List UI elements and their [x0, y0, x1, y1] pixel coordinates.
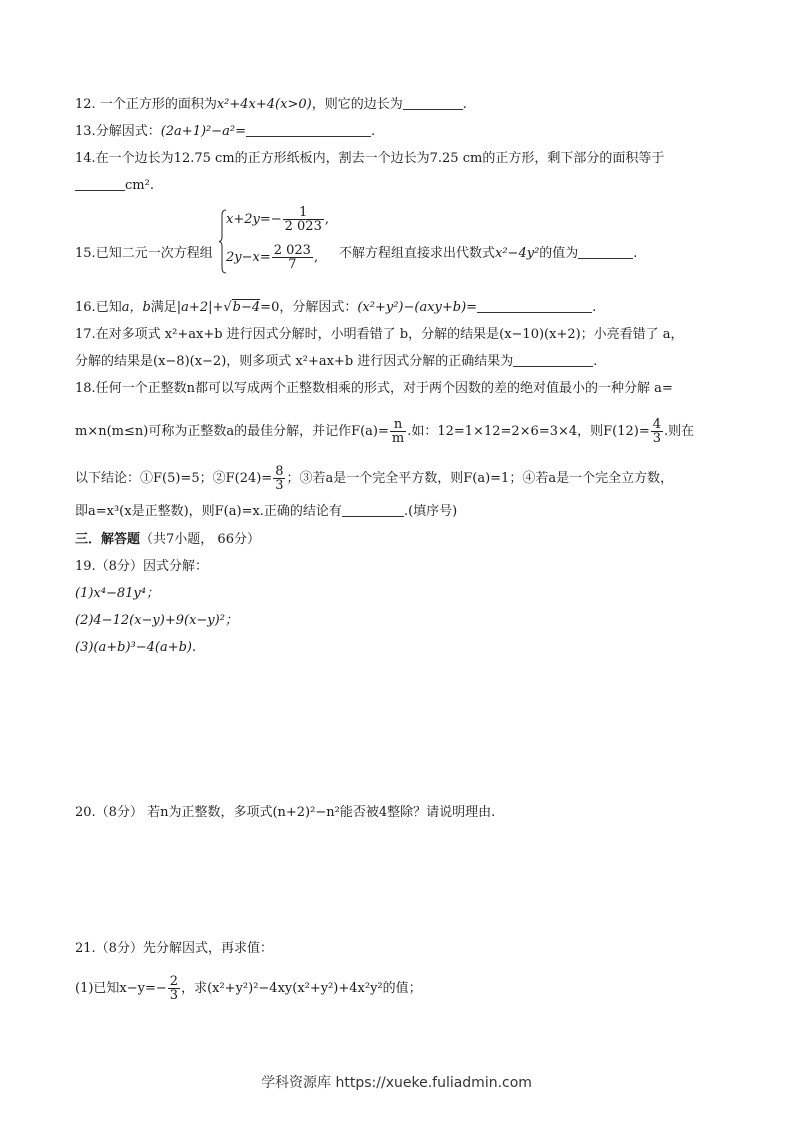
- fraction-n-m: $\frac{n}{m}$: [391, 417, 405, 446]
- answer-blank-15[interactable]: [578, 246, 633, 259]
- question-17-line2: 分解的结果是(x−8)(x−2)，则多项式 x²+ax+b 进行因式分解的正确结果为 .: [75, 354, 598, 369]
- answer-blank-14[interactable]: [75, 178, 125, 191]
- answer-blank-16[interactable]: [477, 300, 592, 313]
- question-18-line3: 以下结论：①F(5)=5；②F(24)= $\frac{8}{3}$ ；③若a是一个完全平方数，则F(a)=1；④若a是一个完全立方数，: [75, 464, 674, 493]
- answer-blank-18[interactable]: [342, 504, 404, 517]
- question-19-part-3: (3)(a+b)³−4(a+b).: [75, 640, 197, 655]
- question-20: 20.（8分） 若n为正整数，多项式(n+2)²−n²能否被4整除？请说明理由.: [75, 805, 496, 820]
- question-12: 12. 一个正方形的面积为x²+4x+4(x>0)，则它的边长为 .: [75, 97, 467, 112]
- fraction-eq1: $\frac{1}{2 023}$: [284, 205, 322, 234]
- question-21-part-1: (1)已知x−y=− $\frac{2}{3}$ ，求(x²+y²)²−4xy(x²+y²)+4x²y²的值；: [75, 974, 422, 1003]
- question-16: 16.已知a，b满足|a+2|+√b−4=0，分解因式：(x²+y²)−(axy+b)= .: [75, 300, 597, 315]
- question-13: 13.分解因式：(2a+1)²−a²= .: [75, 124, 376, 139]
- fraction-8-3: $\frac{8}{3}$: [275, 464, 284, 493]
- question-18-line2: m×n(m≤n)可称为正整数a的最佳分解，并记作F(a)= $\frac{n}{m}$ .如：12=1×12=2×6=3×4，则F(12)= $\frac{4}{3}$ .则在: [75, 417, 695, 446]
- fraction-2-3: $\frac{2}{3}$: [169, 974, 179, 1003]
- question-14: 14.在一个边长为12.75 cm的正方形纸板内，割去一个边长为7.25 cm的正方形，剩下部分的面积等于: [75, 151, 665, 166]
- equation-2: 2y−x= $\frac{2 023}{7}$ ,: [226, 243, 319, 272]
- question-21: 21.（8分）先分解因式，再求值：: [75, 941, 273, 956]
- answer-blank-17[interactable]: [513, 354, 593, 367]
- sqrt-term: b−4: [232, 300, 261, 315]
- question-14-line2: cm².: [75, 178, 154, 194]
- fraction-eq2: $\frac{2 023}{7}$: [273, 243, 311, 272]
- equation-1: x+2y=− $\frac{1}{2 023}$ ,: [226, 205, 329, 234]
- question-15-tail: 不解方程组直接求出代数式x²−4y²的值为 .: [339, 246, 638, 261]
- question-19-part-2: (2)4−12(x−y)+9(x−y)²；: [75, 613, 238, 628]
- answer-blank-12[interactable]: [403, 97, 463, 110]
- question-19-part-1: (1)x⁴−81y⁴；: [75, 586, 159, 601]
- answer-blank-13[interactable]: [246, 124, 371, 137]
- fraction-4-3: $\frac{4}{3}$: [652, 417, 662, 446]
- question-17: 17.在对多项式 x²+ax+b 进行因式分解时，小明看错了 b，分解的结果是(x−10)(x+2)；小亮看错了 a，: [75, 327, 684, 342]
- question-18-line4: 即a=x³(x是正整数)，则F(a)=x.正确的结论有 .(填序号): [75, 504, 458, 519]
- footer-watermark: 学科资源库 https://xueke.fuliadmin.com: [261, 1075, 532, 1091]
- section-3-heading: 三．解答题（共7小题， 66分）: [75, 532, 260, 547]
- question-19: 19.（8分）因式分解：: [75, 559, 208, 574]
- question-18: 18.任何一个正整数n都可以写成两个正整数相乘的形式，对于两个因数的差的绝对值最小的一种分解 a=: [75, 381, 673, 396]
- question-15: 15.已知二元一次方程组: [75, 246, 213, 261]
